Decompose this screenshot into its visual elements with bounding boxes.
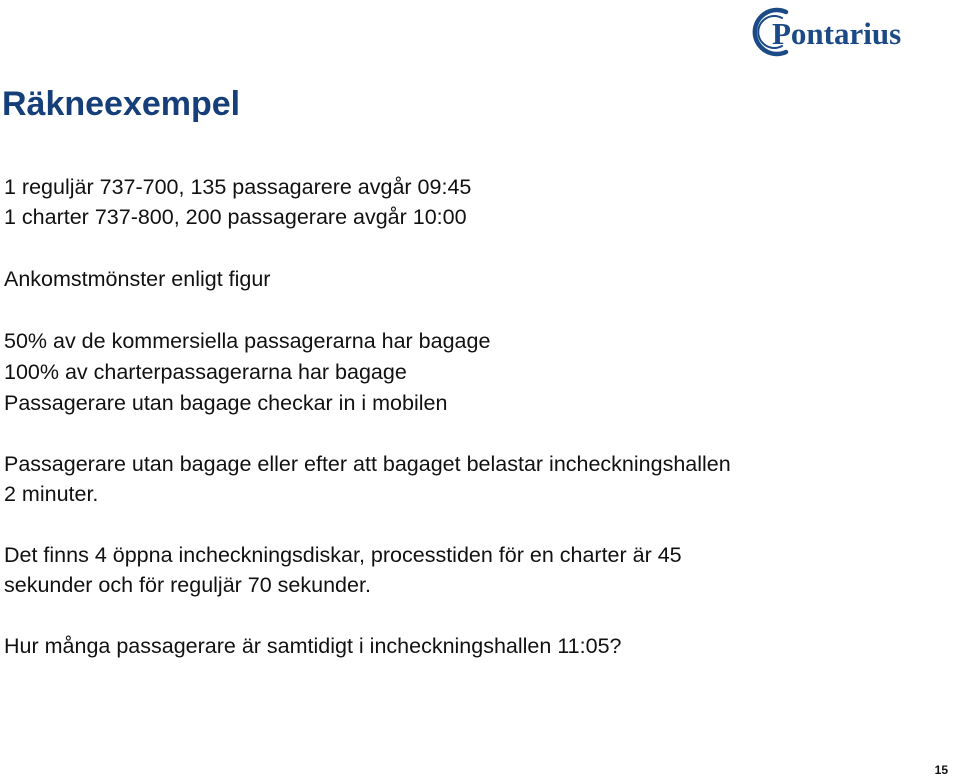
pontarius-logo-text: Pontarius <box>772 16 902 51</box>
text-line-4: 50% av de kommersiella passagerarna har bagage <box>4 329 491 353</box>
text-line-2: 1 charter 737-800, 200 passagerare avgår 10:00 <box>4 205 467 229</box>
slide-title: Räkneexempel <box>2 85 241 123</box>
text-line-9: Det finns 4 öppna incheckningsdiskar, processtiden för en charter är 45 <box>4 543 682 567</box>
text-line-10: sekunder och för reguljär 70 sekunder. <box>4 573 371 597</box>
text-line-3: Ankomstmönster enligt figur <box>4 267 271 291</box>
text-line-6: Passagerare utan bagage checkar in i mobilen <box>4 391 448 415</box>
text-line-11: Hur många passagerare är samtidigt i incheckningshallen 11:05? <box>4 634 622 658</box>
text-line-7: Passagerare utan bagage eller efter att bagaget belastar incheckningshallen <box>4 452 731 476</box>
page-number: 15 <box>934 763 948 777</box>
pontarius-logo <box>752 6 948 58</box>
pontarius-logo-mark <box>752 6 948 58</box>
text-line-8: 2 minuter. <box>4 482 99 506</box>
text-line-1: 1 reguljär 737-700, 135 passagarere avgår 09:45 <box>4 175 472 199</box>
text-line-5: 100% av charterpassagerarna har bagage <box>4 360 407 384</box>
